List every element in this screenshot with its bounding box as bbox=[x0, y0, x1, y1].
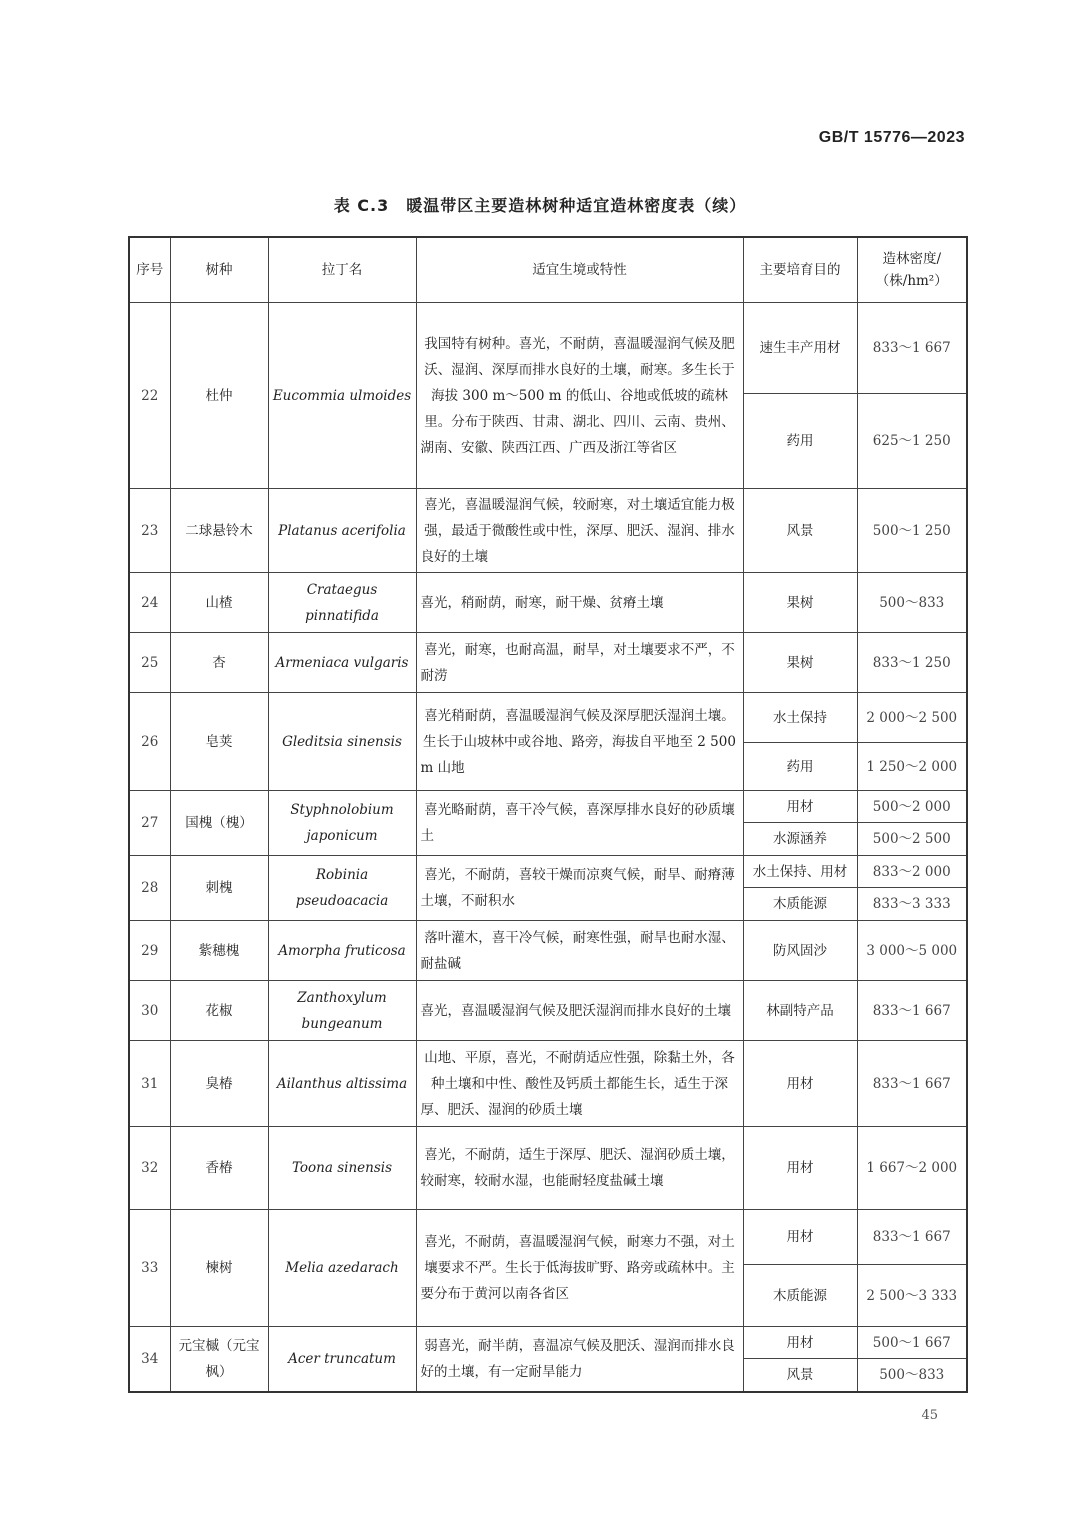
cultivation-purpose: 木质能源 bbox=[743, 888, 857, 921]
latin-name: Armeniaca vulgaris bbox=[268, 633, 416, 693]
planting-density: 500～2 000 bbox=[857, 791, 967, 823]
latin-name: Crataegus pinnatifida bbox=[268, 573, 416, 633]
row-number: 25 bbox=[129, 633, 170, 693]
row-number: 23 bbox=[129, 489, 170, 573]
table-header-row bbox=[129, 237, 967, 303]
species-name: 刺槐 bbox=[170, 856, 268, 921]
table-row bbox=[129, 489, 967, 573]
habitat-description: 喜光，不耐荫，适生于深厚、肥沃、湿润砂质土壤，较耐寒，较耐水湿，也能耐轻度盐碱土壤 bbox=[416, 1127, 743, 1210]
habitat-description: 喜光，不耐荫，喜较干燥而凉爽气候，耐旱、耐瘠薄土壤，不耐积水 bbox=[416, 856, 743, 921]
latin-name: Robinia pseudoacacia bbox=[268, 856, 416, 921]
planting-density: 833～1 667 bbox=[857, 1210, 967, 1265]
habitat-description: 喜光，喜温暖湿润气候及肥沃湿润而排水良好的土壤 bbox=[416, 981, 743, 1041]
cultivation-purpose: 用材 bbox=[743, 1327, 857, 1359]
species-name: 皂荚 bbox=[170, 693, 268, 791]
cultivation-purpose: 用材 bbox=[743, 1041, 857, 1127]
planting-density: 1 250～2 000 bbox=[857, 743, 967, 791]
planting-density: 500～1 667 bbox=[857, 1327, 967, 1359]
habitat-description: 喜光，稍耐荫，耐寒，耐干燥、贫瘠土壤 bbox=[416, 573, 743, 633]
planting-density: 833～1 667 bbox=[857, 1041, 967, 1127]
latin-name: Styphnolobium japonicum bbox=[268, 791, 416, 856]
column-header: 造林密度/（株/hm²） bbox=[857, 237, 967, 303]
habitat-description: 喜光，喜温暖湿润气候，较耐寒，对土壤适宜能力极强，最适于微酸性或中性，深厚、肥沃、湿润、排水良好的土壤 bbox=[416, 489, 743, 573]
row-number: 30 bbox=[129, 981, 170, 1041]
latin-name: Platanus acerifolia bbox=[268, 489, 416, 573]
habitat-description: 喜光稍耐荫，喜温暖湿润气候及深厚肥沃湿润土壤。生长于山坡林中或谷地、路旁，海拔自平地至 2 500 m 山地 bbox=[416, 693, 743, 791]
planting-density: 2 000～2 500 bbox=[857, 693, 967, 743]
row-number: 29 bbox=[129, 921, 170, 981]
cultivation-purpose: 木质能源 bbox=[743, 1265, 857, 1327]
row-number: 32 bbox=[129, 1127, 170, 1210]
cultivation-purpose: 果树 bbox=[743, 633, 857, 693]
planting-density: 500～833 bbox=[857, 1359, 967, 1392]
planting-density: 833～1 667 bbox=[857, 303, 967, 394]
habitat-description: 喜光，不耐荫，喜温暖湿润气候，耐寒力不强，对土壤要求不严。生长于低海拔旷野、路旁或疏林中。主要分布于黄河以南各省区 bbox=[416, 1210, 743, 1327]
table-row bbox=[129, 633, 967, 693]
latin-name: Toona sinensis bbox=[268, 1127, 416, 1210]
table-row bbox=[129, 1041, 967, 1127]
planting-density: 833～1 667 bbox=[857, 981, 967, 1041]
column-header: 树种 bbox=[170, 237, 268, 303]
latin-name: Zanthoxylum bungeanum bbox=[268, 981, 416, 1041]
cultivation-purpose: 药用 bbox=[743, 394, 857, 489]
row-number: 26 bbox=[129, 693, 170, 791]
planting-density: 500～833 bbox=[857, 573, 967, 633]
table-row bbox=[129, 1210, 967, 1265]
habitat-description: 喜光，耐寒，也耐高温，耐旱，对土壤要求不严，不耐涝 bbox=[416, 633, 743, 693]
row-number: 22 bbox=[129, 303, 170, 489]
cultivation-purpose: 水土保持、用材 bbox=[743, 856, 857, 888]
table-row bbox=[129, 921, 967, 981]
cultivation-purpose: 果树 bbox=[743, 573, 857, 633]
table-row bbox=[129, 981, 967, 1041]
table-row bbox=[129, 573, 967, 633]
table-row bbox=[129, 1127, 967, 1210]
row-number: 31 bbox=[129, 1041, 170, 1127]
column-header: 主要培育目的 bbox=[743, 237, 857, 303]
latin-name: Amorpha fruticosa bbox=[268, 921, 416, 981]
cultivation-purpose: 药用 bbox=[743, 743, 857, 791]
species-name: 杏 bbox=[170, 633, 268, 693]
habitat-description: 落叶灌木，喜干冷气候，耐寒性强，耐旱也耐水湿、耐盐碱 bbox=[416, 921, 743, 981]
latin-name: Acer truncatum bbox=[268, 1327, 416, 1392]
table-row bbox=[129, 791, 967, 823]
planting-density: 500～2 500 bbox=[857, 823, 967, 856]
column-header: 拉丁名 bbox=[268, 237, 416, 303]
latin-name: Ailanthus altissima bbox=[268, 1041, 416, 1127]
cultivation-purpose: 林副特产品 bbox=[743, 981, 857, 1041]
species-name: 二球悬铃木 bbox=[170, 489, 268, 573]
planting-density: 833～1 250 bbox=[857, 633, 967, 693]
habitat-description: 山地、平原，喜光，不耐荫适应性强，除黏土外，各种土壤和中性、酸性及钙质土都能生长，适生于深厚、肥沃、湿润的砂质土壤 bbox=[416, 1041, 743, 1127]
species-name: 紫穗槐 bbox=[170, 921, 268, 981]
table-title: 表 C.3 暖温带区主要造林树种适宜造林密度表（续） bbox=[333, 196, 747, 215]
planting-density: 3 000～5 000 bbox=[857, 921, 967, 981]
species-name: 杜仲 bbox=[170, 303, 268, 489]
latin-name: Eucommia ulmoides bbox=[268, 303, 416, 489]
species-name: 元宝槭（元宝枫） bbox=[170, 1327, 268, 1392]
row-number: 24 bbox=[129, 573, 170, 633]
species-name: 臭椿 bbox=[170, 1041, 268, 1127]
table-row bbox=[129, 303, 967, 394]
latin-name: Gleditsia sinensis bbox=[268, 693, 416, 791]
planting-density: 833～2 000 bbox=[857, 856, 967, 888]
planting-density: 1 667～2 000 bbox=[857, 1127, 967, 1210]
cultivation-purpose: 风景 bbox=[743, 1359, 857, 1392]
habitat-description: 我国特有树种。喜光，不耐荫，喜温暖湿润气候及肥沃、湿润、深厚而排水良好的土壤，耐寒。多生长于海拔 300 m～500 m 的低山、谷地或低坡的疏林里。分布于陕西、甘肃、湖北、四川、云南、贵州、湖南、安徽、陕西江西、广西及浙江等省区 bbox=[416, 303, 743, 489]
species-name: 国槐（槐） bbox=[170, 791, 268, 856]
density-table bbox=[128, 236, 968, 1393]
cultivation-purpose: 速生丰产用材 bbox=[743, 303, 857, 394]
species-name: 山楂 bbox=[170, 573, 268, 633]
cultivation-purpose: 防风固沙 bbox=[743, 921, 857, 981]
habitat-description: 喜光略耐荫，喜干冷气候，喜深厚排水良好的砂质壤土 bbox=[416, 791, 743, 856]
page-number: 45 bbox=[921, 1408, 938, 1423]
species-name: 楝树 bbox=[170, 1210, 268, 1327]
table-row bbox=[129, 1327, 967, 1359]
cultivation-purpose: 水源涵养 bbox=[743, 823, 857, 856]
cultivation-purpose: 水土保持 bbox=[743, 693, 857, 743]
species-name: 花椒 bbox=[170, 981, 268, 1041]
table-row bbox=[129, 856, 967, 888]
cultivation-purpose: 用材 bbox=[743, 791, 857, 823]
column-header: 序号 bbox=[129, 237, 170, 303]
cultivation-purpose: 风景 bbox=[743, 489, 857, 573]
column-header: 适宜生境或特性 bbox=[416, 237, 743, 303]
row-number: 34 bbox=[129, 1327, 170, 1392]
row-number: 28 bbox=[129, 856, 170, 921]
cultivation-purpose: 用材 bbox=[743, 1210, 857, 1265]
planting-density: 625～1 250 bbox=[857, 394, 967, 489]
planting-density: 500～1 250 bbox=[857, 489, 967, 573]
table-row bbox=[129, 693, 967, 743]
latin-name: Melia azedarach bbox=[268, 1210, 416, 1327]
planting-density: 2 500～3 333 bbox=[857, 1265, 967, 1327]
row-number: 27 bbox=[129, 791, 170, 856]
habitat-description: 弱喜光，耐半荫，喜温凉气候及肥沃、湿润而排水良好的土壤，有一定耐旱能力 bbox=[416, 1327, 743, 1392]
planting-density: 833～3 333 bbox=[857, 888, 967, 921]
standard-code: GB/T 15776—2023 bbox=[818, 129, 965, 146]
row-number: 33 bbox=[129, 1210, 170, 1327]
species-name: 香椿 bbox=[170, 1127, 268, 1210]
cultivation-purpose: 用材 bbox=[743, 1127, 857, 1210]
